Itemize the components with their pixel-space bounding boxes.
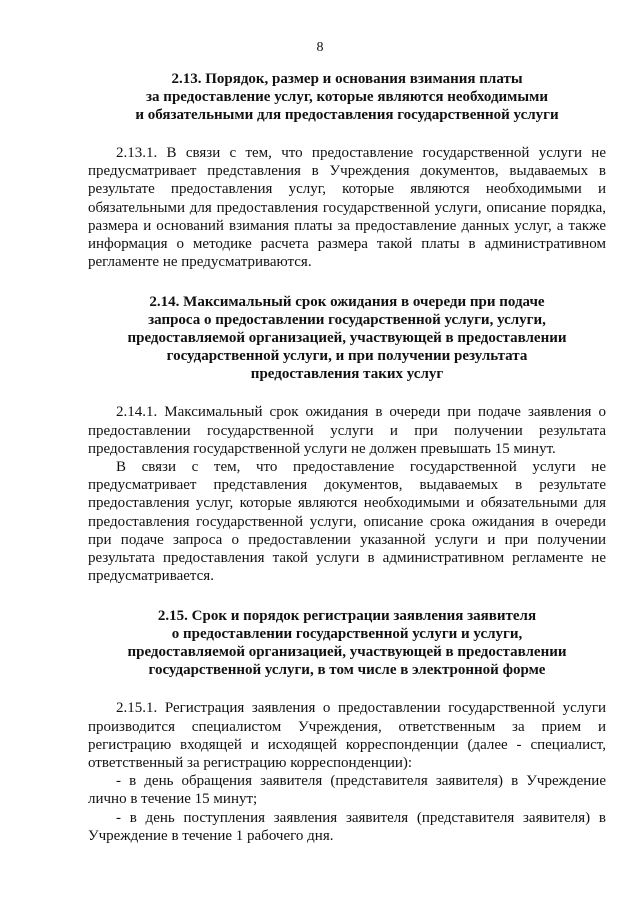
document-body xyxy=(88,70,606,845)
list-item: - в день поступления заявления заявителя (представителя заявителя) в Учреждение в течение 1 рабочего дня. xyxy=(88,809,606,844)
heading-line: 2.15. Срок и порядок регистрации заявления заявителя xyxy=(157,608,537,625)
heading-line: предоставляемой организацией, участвующей в предоставлении xyxy=(127,330,567,347)
page-number: 8 xyxy=(316,40,324,55)
paragraph-2-14-1: 2.14.1. Максимальный срок ожидания в очереди при подаче заявления о предоставлении государственной услуги и при получении результата предоставления государственной услуги не должен превышать 15 минут. xyxy=(88,404,606,457)
heading-line: за предоставление услуг, которые являются необходимыми xyxy=(146,89,548,105)
heading-line: 2.14. Максимальный срок ожидания в очереди при подаче xyxy=(149,294,545,311)
section-heading-2-14 xyxy=(88,293,606,383)
heading-line: и обязательными для предоставления государственной услуги xyxy=(135,107,559,123)
heading-line: о предоставлении государственной услуги и услуги, xyxy=(171,626,523,643)
list-item: - в день обращения заявителя (представителя заявителя) в Учреждение лично в течение 15 минут; xyxy=(88,773,606,808)
heading-line: предоставляемой организацией, участвующей в предоставлении xyxy=(127,644,567,661)
section-heading-2-13 xyxy=(88,70,606,124)
paragraph-2-14-1-continued: В связи с тем, что предоставление государственной услуги не предусматривает представления документов, выдаваемых в результате предоставления услуг, которые являются необходимыми и обязательными для предоставления государственной услуги, описание срока ожидания в очереди при подаче запроса о предоставлении указанной услуги и при получении результата предоставления такой услуги в административном регламенте не предусматривается. xyxy=(88,459,606,585)
paragraph-2-15-1: 2.15.1. Регистрация заявления о предоставлении государственной услуги производится специалистом Учреждения, ответственным за прием и регистрацию входящей и исходящей корреспонденции (далее - специалист, ответственный за регистрацию корреспонденции): xyxy=(88,700,606,772)
heading-line: 2.13. Порядок, размер и основания взимания платы xyxy=(171,71,523,87)
heading-line: государственной услуги, и при получении результата xyxy=(166,348,528,365)
heading-line: запроса о предоставлении государственной услуги, услуги, xyxy=(148,312,546,329)
heading-line: предоставления таких услуг xyxy=(250,366,444,383)
heading-line: государственной услуги, в том числе в электронной форме xyxy=(148,662,546,679)
paragraph-2-13-1: 2.13.1. В связи с тем, что предоставление государственной услуги не предусматривает представления в Учреждения документов, выдаваемых в результате предоставления услуг, которые являются необходимыми и обязательными для предоставления государственной услуги, описание порядка, размера и оснований взимания платы за предоставление данных услуг, а также информация о методике расчета размера такой платы в административном регламенте не предусматриваются. xyxy=(88,145,606,271)
section-heading-2-15 xyxy=(88,607,606,679)
